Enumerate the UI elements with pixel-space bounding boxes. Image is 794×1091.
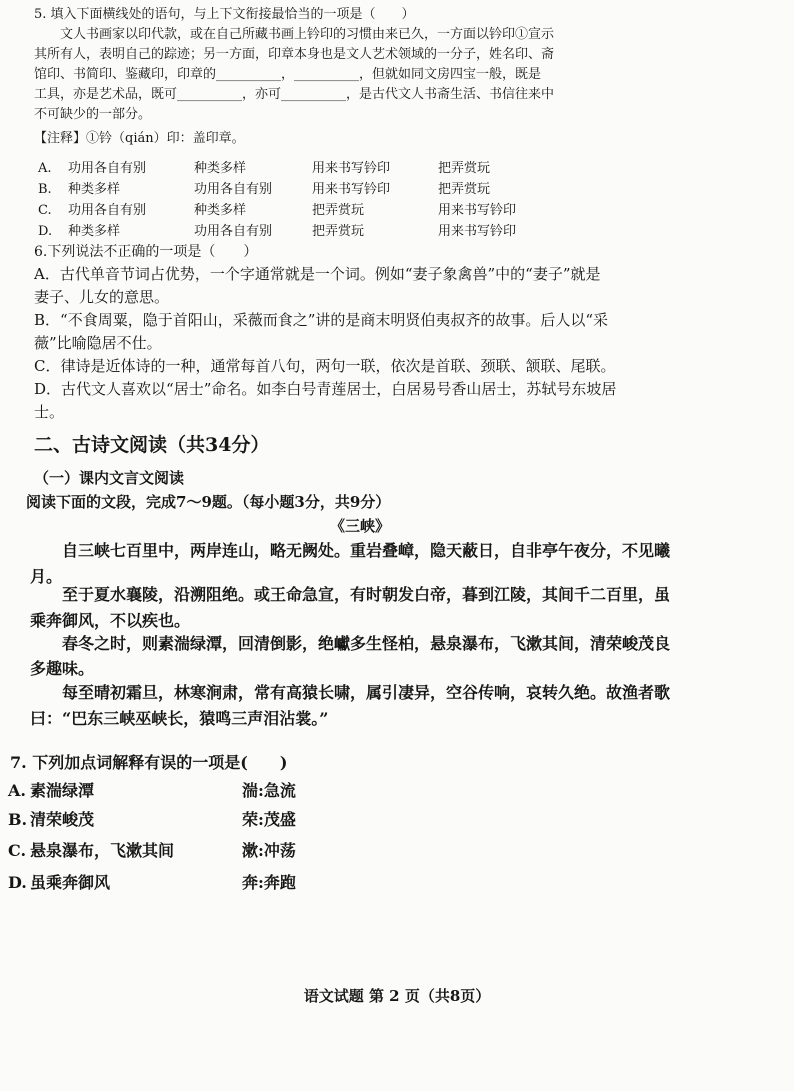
text-title: 《三峡》 [330,517,391,535]
passage-line: 自三峡七百里中，两岸连山，略无阙处。重岩叠嶂，隐天蔽日，自非亭午夜分，不见曦 [30,541,671,560]
q6-line: 薇”比喻隐居不仕。 [34,334,162,352]
q5-passage-line: 不可缺少的一部分。 [34,107,152,122]
q6-line: 士。 [34,403,65,421]
section-title: 二、古诗文阅读（共34分） [34,434,270,456]
q5-stem: 5. 填入下面横线处的语句，与上下文衔接最恰当的一项是（ ） [34,7,415,22]
q5-option-d: D. 种类多样 功用各自有别 把弄赏玩 用来书写钤印 [38,224,517,239]
passage-line: 月。 [30,567,63,586]
passage-line: 至于夏水襄陵，沿溯阻绝。或王命急宣，有时朝发白帝，暮到江陵，其间千二百里，虽 [30,585,671,604]
page-footer: 语文试题 第 2 页（共8页） [303,987,491,1005]
passage-line: 曰：“巴东三峡巫峡长，猿鸣三声泪沾裳。” [30,709,329,728]
q6-line: C．律诗是近体诗的一种，通常每首八句，两句一联，依次是首联、颈联、颔联、尾联。 [34,357,616,375]
q5-passage-line: 馆印、书简印、鉴藏印，印章的__________，__________，但就如同文房四宝一般，既是 [34,67,542,82]
q5-passage-line: 其所有人，表明自己的踪迹；另一方面，印章本身也是文人艺术领域的一分子，姓名印、斋 [34,47,555,62]
subsection-title: （一）课内文言文阅读 [34,469,185,487]
q6-line: B．“不食周粟，隐于首阳山，采薇而食之”讲的是商末明贤伯夷叔齐的故事。后人以“采 [34,311,609,329]
passage-line: 春冬之时，则素湍绿潭，回清倒影，绝巘多生怪柏，悬泉瀑布，飞漱其间，清荣峻茂良 [30,634,671,653]
q7-option-d: D. 虽乘奔御风 奔:奔跑 [8,873,296,892]
q5-note: 【注释】①钤（qián）印：盖印章。 [34,131,245,146]
q6-stem: 6.下列说法不正确的一项是（ ） [34,244,258,260]
q7-option-a: A. 素湍绿潭 湍:急流 [8,781,296,800]
reading-instruction: 阅读下面的文段，完成7～9题。（每小题3分，共9分） [26,493,391,511]
q5-option-b: B. 种类多样 功用各自有别 用来书写钤印 把弄赏玩 [38,182,491,197]
q5-passage-line: 文人书画家以印代款，或在自己所藏书画上钤印的习惯由来已久，一方面以钤印①宣示 [34,27,555,42]
passage-line: 每至晴初霜旦，林寒涧肃，常有高猿长啸，属引凄异，空谷传响，哀转久绝。故渔者歌 [30,683,671,702]
passage-line: 多趣味。 [30,659,95,678]
q7-option-b: B. 清荣峻茂 荣:茂盛 [8,810,296,829]
q6-line: D．古代文人喜欢以“居士”命名。如李白号青莲居士，白居易号香山居士，苏轼号东坡居 [34,380,617,398]
q5-passage-line: 工具，亦是艺术品，既可__________，亦可__________，是古代文人书斋生活、书信往来中 [34,87,555,102]
q6-line: 妻子、儿女的意思。 [34,288,170,306]
q7-stem: 7. 下列加点词解释有误的一项是( ) [10,753,288,772]
q6-line: A．古代单音节词占优势，一个字通常就是一个词。例如“妻子象禽兽”中的“妻子”就是 [34,265,601,283]
q7-option-c: C. 悬泉瀑布，飞漱其间 漱:冲荡 [8,841,296,860]
passage-line: 乘奔御风，不以疾也。 [30,611,191,630]
q5-option-c: C. 功用各自有别 种类多样 把弄赏玩 用来书写钤印 [38,203,517,218]
q5-option-a: A. 功用各自有别 种类多样 用来书写钤印 把弄赏玩 [38,161,491,176]
